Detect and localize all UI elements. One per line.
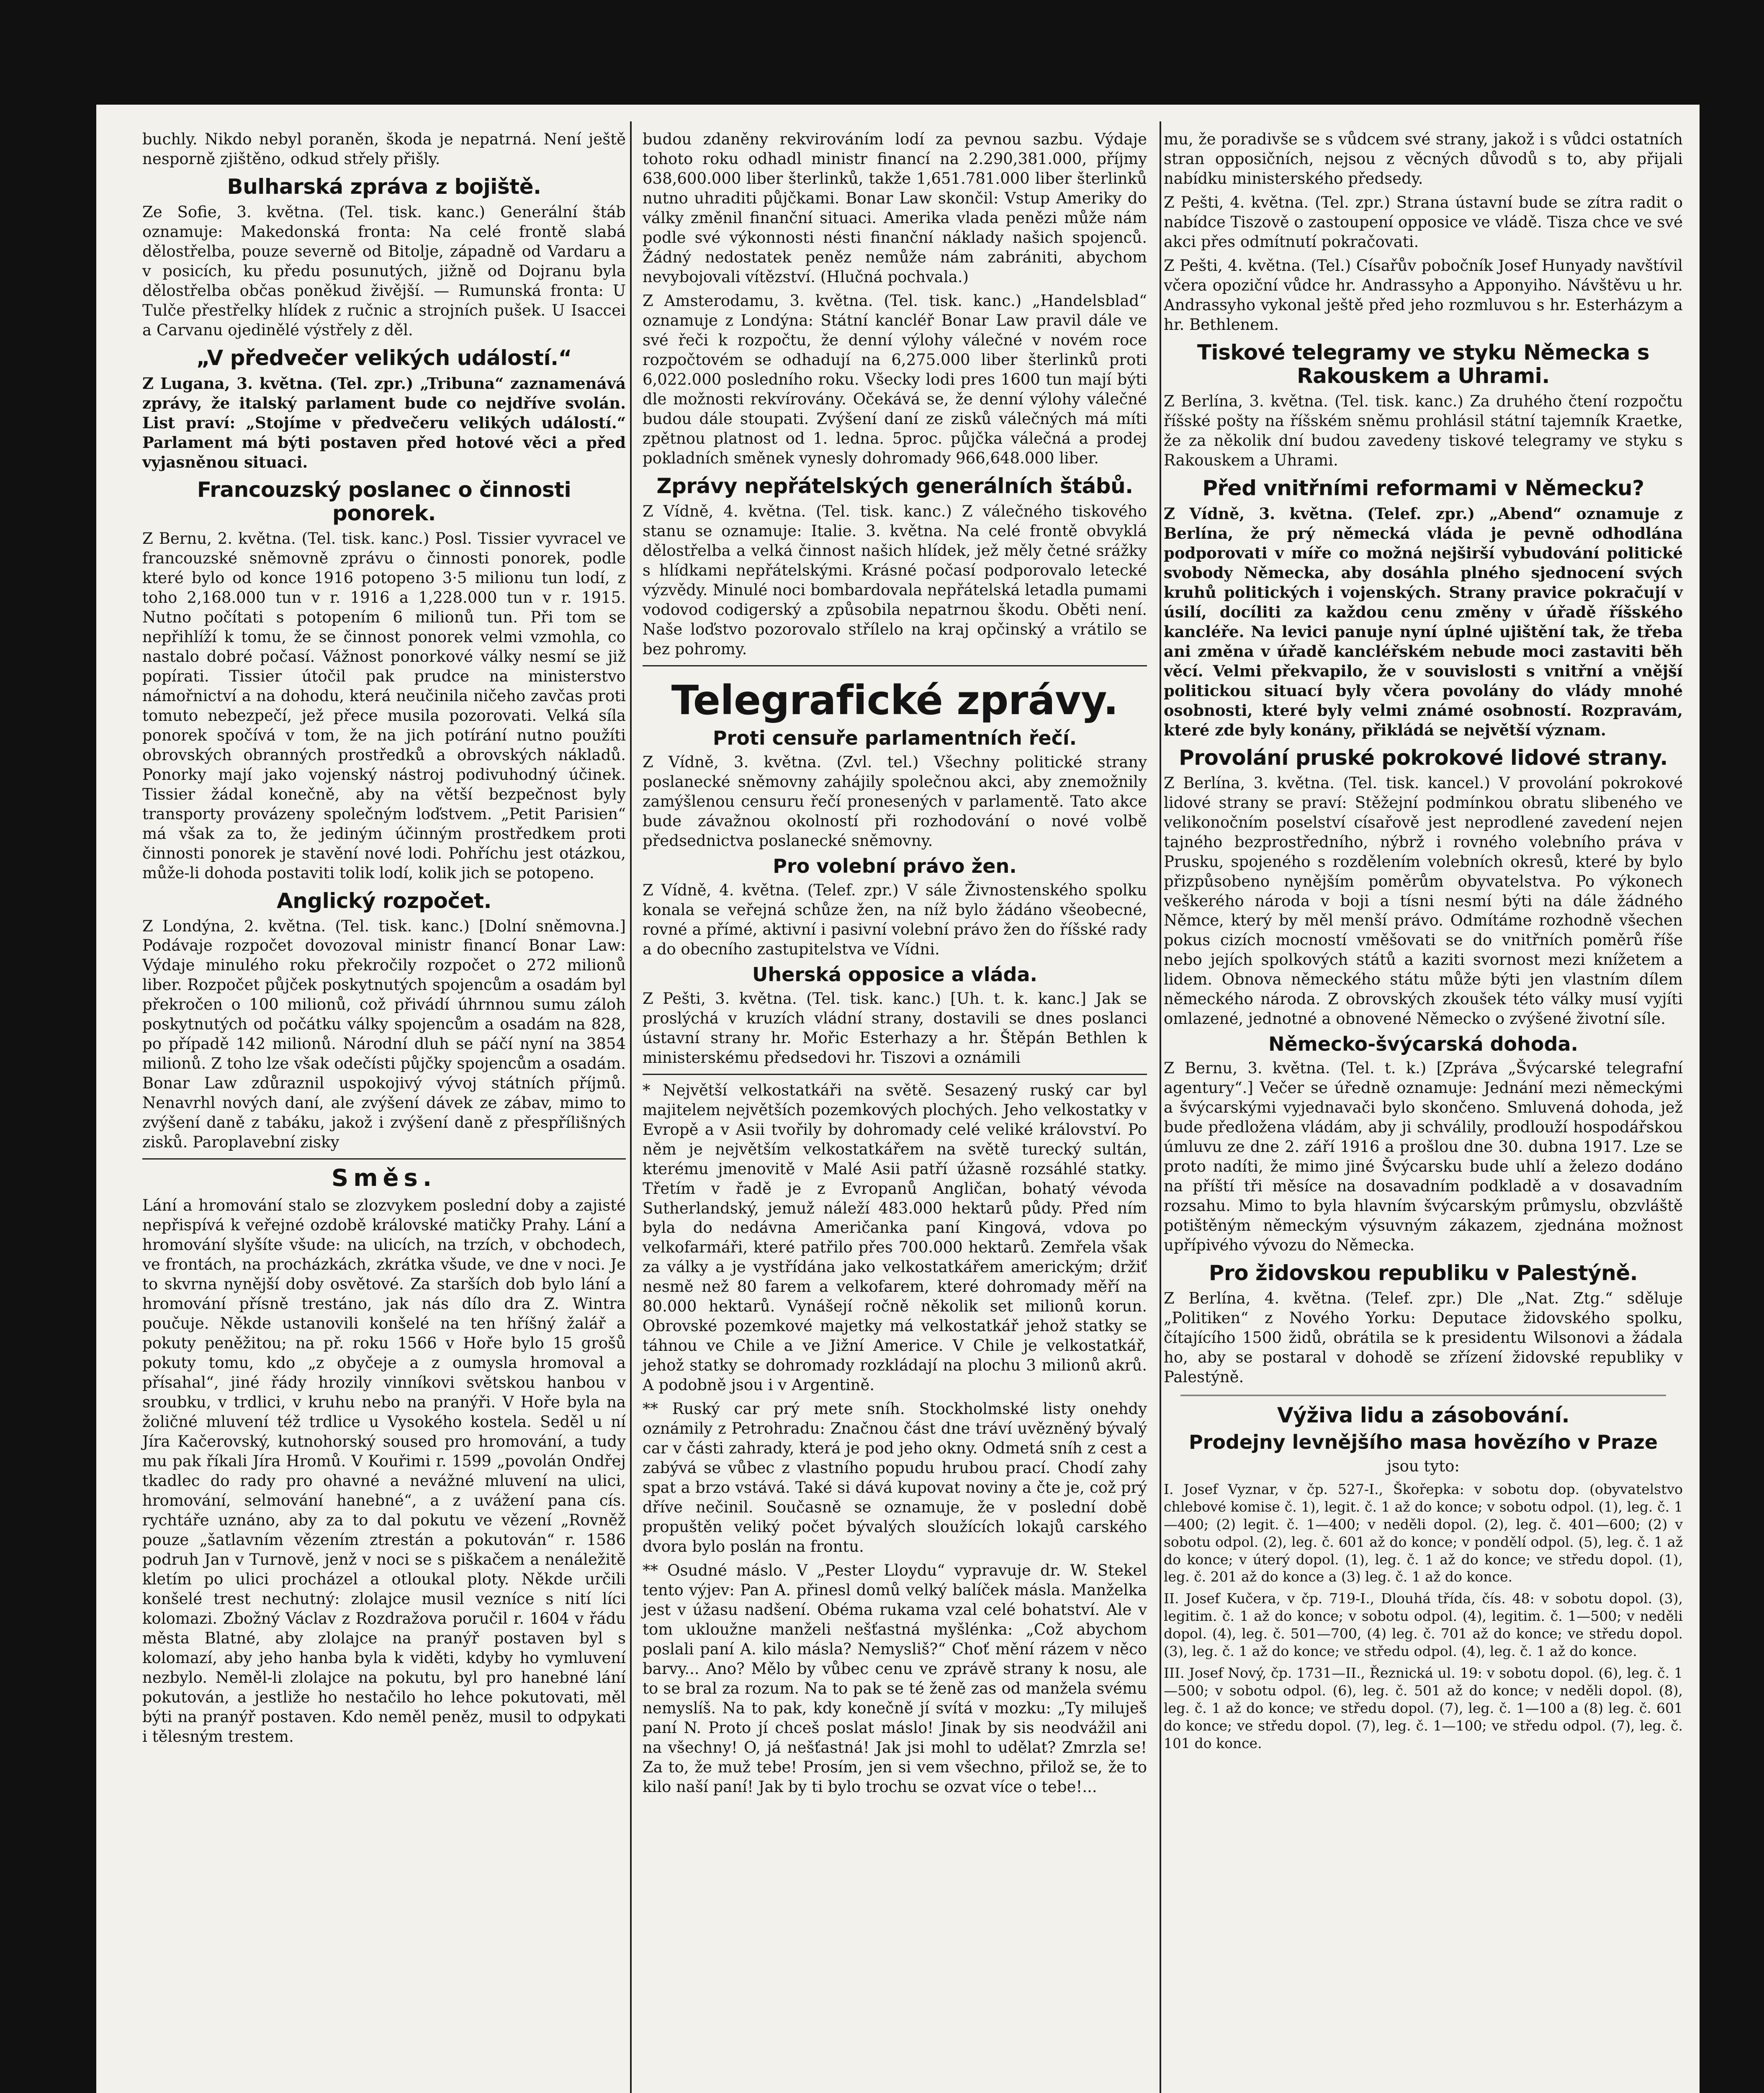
column-2 (634, 130, 1155, 2093)
article-text: Z Berlína, 3. května. (Tel. tisk. kanc.) Za druhého čtení rozpočtu říšské pošty na říšském sněmu prohlásil státní tajemník Kraetke, že za několik dní budou zavedeny tiskové telegramy ve styku s Rakouskem a Uhrami. (1164, 392, 1683, 469)
section-heading-smes: Směs. (331, 1165, 437, 1192)
headline: Provolání pruské pokrokové lidové strany. (1179, 745, 1668, 770)
article-text: * Největší velkostatkáři na světě. Sesazený ruský car byl majitelem největších pozemkových plochých. Jeho velkostatky v Evropě a v Asii tvořily by dohromady celé veliké království. Po něm je největším velkostatkářem na světě turecký sultán, kterému jmenovitě v Malé Asii patří úžasně rozsáhlé statky. Třetím v řadě je z Evropanů Angličan, bohatý vévoda Sutherlandský, jemuž náleží 483.000 hektarů půdy. Před ním byla do nedávna Američanka paní Kingová, vdova po velkofarmáři, které patřilo přes 700.000 hektarů. Zemřela však za války a je vystřídána jako velkostatkářem americkým; držiť nesmě než 80 farem a velkofarem, které dohromady měří na 80.000 hektarů. Vynášejí ročně několik set milionů korun. Obrovské pozemkové majetky má velkostatkář jehož statky se táhnou ve Chile a ve Jižní Americe. V Chile je velkostatkář, jehož statky se dohromady rozkládají na plochu 3 milionů akrů. A podobně jsou i v Argentině. (643, 1081, 1147, 1394)
section-rule (643, 665, 1147, 666)
article-text: ** Osudné máslo. V „Pester Lloydu“ vypravuje dr. W. Stekel tento výjev: Pan A. přinesl domů velký balíček másla. Manželka jest v úžasu nadšení. Obéma rukama vzal celé bohatství. Ale v tom ukloužne manželi nešťastná myšlénka: „Což abychom poslali paní A. kilo másla? Nemysliš?“ Choť mění rázem v něco barvy... Ano? Mělo by vůbec cenu ve zprávě strany k nosu, ale to se bral za rozum. Na to pak se té ženě zas od manžela svému nemyslíš. Na to pak, kdy konečně jí svítá v mozku: „Ty miluješ paní N. Proto jí chceš poslat máslo! Jinak by sis neodvážil ani na všechny! O, já nešťastná! Jak jsi mohl to udělat? Zmrzla se! Za to, že muž tebe! Prosím, jen si vem všechno, přilož se, že to kilo naší paní! Jak by ti bylo trochu se ozvat více o tebe!... (643, 1561, 1147, 1796)
headline: „V předvečer velikých událostí.“ (196, 345, 572, 370)
headline: Německo-švýcarská dohoda. (1268, 1033, 1578, 1056)
headline: Zprávy nepřátelských generálních štábů. (656, 473, 1133, 498)
article-text: Z Lugana, 3. května. (Tel. zpr.) „Tribuna“ zaznamenává zprávy, že italský parlament bude co nejdříve svolán. List praví: „Stojíme v předvečeru velikých událostí.“ Parlament má býti postaven před hotové věci a před vyjasněnou situaci. (142, 374, 626, 471)
headline: Bulharská zpráva z bojiště. (227, 174, 541, 199)
article-text: Z Amsterodamu, 3. května. (Tel. tisk. kanc.) „Handelsblad“ oznamuje z Londýna: Státní kancléř Bonar Law pravil dále ve své řeči k rozpočtu, že denní výlohy válečné v novém roce rozpočtovém se odhadují na 6,275.000 liber šterlinků proti 6,022.000 posledního roku. Všecky lodi pres 1600 tun mají býti dle možnosti rekvírovány. Očekává se, že denní výlohy válečné budou dále stoupati. Zvýšení daní ze zisků válečných má míti zpětnou platnost od 1. ledna. 5proc. půjčka válečná a prodej pokladních směnek vynesly dohromady 966,648.000 liber. (643, 291, 1147, 467)
section-heading-telegraficke: Telegrafické zprávy. (671, 676, 1119, 724)
article-text: Z Pešti, 3. května. (Tel. tisk. kanc.) [Uh. t. k. kanc.] Jak se proslýchá v kruzích vládní strany, dostavili se dnes poslanci ústavní strany hr. Mořic Esterhazy a hr. Štěpán Bethlen k ministerskému předsedovi hr. Tiszovi a oznámili (643, 989, 1147, 1067)
section-rule (1180, 1395, 1666, 1396)
section-rule (142, 1158, 626, 1160)
article-text: Z Pešti, 4. května. (Tel. zpr.) Strana ústavní bude se zítra radit o nabídce Tiszově o zastoupení opposice ve vládě. Tisza chce ve své akci přes odmítnutí pokračovati. (1164, 193, 1683, 251)
headline: Uherská opposice a vláda. (752, 963, 1037, 986)
headline: Tiskové telegramy ve styku Německa s Rakouskem a Uhrami. (1197, 340, 1650, 388)
headline: Pro židovskou republiku v Palestýně. (1209, 1261, 1638, 1286)
article-text: Z Berlína, 3. května. (Tel. tisk. kancel.) V provolání pokrokové lidové strany se praví: Stěžejní podmínkou obratu slibeného ve velikonočním poselství císařově jest neprodlené zavedení nejen tajného bezprostředního, nýbrž i rovného volebního práva v Prusku, spojeného s rozdělením volebních okresů, které by bylo přizpůsobeno nynějším poměrům obyvatelstva. Po výkonech veškerého národa v boji a tísni nesmí býti na dále žádného Němce, který by měl menší právo. Odmítáme rozhodně všechen pokus cizích mocností vměšovati se do vnitřních poměrů říše nebo jejích spolkových států a kaziti svornost mezi knížetem a lidem. Obnova německého státu může býti jen vlastním dílem německého národa. Z obrovských zkoušek této války musí vyjíti omlazené, jednotné a obnovené Německo o zvýšené životní síle. (1164, 774, 1683, 1028)
article-text: Z Londýna, 2. května. (Tel. tisk. kanc.) [Dolní sněmovna.] Podávaje rozpočet dovozoval ministr financí Bonar Law: Výdaje minulého roku překročily rozpočet o 272 milionů liber. Rozpočet půjček poskytnutých spojencům a osadám byl překročen o 100 milionů, což přivádí úhrnnou sumu záloh poskytnutých od počátku války spojencům a osadám na 828, po případě 142 milionů. Národní dluh se páčí nyní na 3854 milionů. Z toho lze však odečísti půjčky spojencům a osadám. Bonar Law zdůraznil uspokojivý vývoj státních příjmů. Nenavrhl nových daní, ale zvýšení dávek ze zábav, mimo to zvýšení daně z tabáku, jakož i zvýšení daně z přespřílišných zisků. Paroplavební zisky (142, 917, 626, 1152)
article-text: Z Pešti, 4. května. (Tel.) Císařův pobočník Josef Hunyady navštívil včera opoziční vůdce hr. Andrassyho a Apponyiho. Návštěvu u hr. Andrassyho vykonal ještě před jeho rozmluvou s hr. Esterházym a hr. Bethlenem. (1164, 256, 1683, 334)
article-text: Z Bernu, 3. května. (Tel. t. k.) [Zpráva „Švýcarské telegrafní agentury“.] Večer se úředně oznamuje: Jednání mezi německými a švýcarskými vyjednavači bylo skončeno. Smluvená dohoda, jež bude předložena vládám, aby ji schválily, prodlouží hospodářskou úmluvu ze dne 2. září 1916 a prošlou dne 30. dubna 1917. Lze se proto nadíti, že mimo jiné Švýcarsku bude uhlí a železo dodáno na příští tři měsíce na dosavadním podkladě a v dosavadním rozsahu. Mimo to byla hlavním švýcarským průmyslu, obzvláště potištěným německým výsuvným zákazem, zjednána možnost upřípivého vývozu do Německa. (1164, 1059, 1683, 1255)
newspaper-page (96, 105, 1700, 2093)
column-3 (1164, 130, 1691, 2093)
article-text: Ze Sofie, 3. května. (Tel. tisk. kanc.) Generální štáb oznamuje: Makedonská fronta: Na celé frontě slabá dělostřelba, pouze severně od Bitolje, západně od Vardaru a v posicích, ku předu posunutých, jižně od Dojranu byla dělostřelba občas poněkud živější. — Rumunská fronta: U Tulče přestřelky hlídek z ručnic a strojních pušek. U Isaccei a Carvanu ojedinělé výstřely z děl. (142, 203, 626, 339)
headline: Francouzský poslanec o činnosti ponorek. (197, 477, 571, 525)
headline: Před vnitřními reformami v Německu? (1202, 476, 1644, 500)
section-heading-vyziva: Výživa lidu a zásobování. (1277, 1403, 1570, 1428)
article-text: budou zdaněny rekvirováním lodí za pevnou sazbu. Výdaje tohoto roku odhadl ministr financí na 2.290,381.000, příjmy 638,600.000 liber šterlinků, takže 1,651.781.000 liber šterlinků nutno uhraditi půjčkami. Bonar Law skončil: Vstup Ameriky do války změnil finanční situaci. Amerika vlada penězi může nám podle své výkonnosti nésti finanční náklady našich spojenců. Žádný nedostatek peněz nemůže nám zabrániti, abychom nevybojovali vítězství. (Hlučná pochvala.) (643, 130, 1147, 286)
article-text: III. Josef Nový, čp. 1731—II., Řeznická ul. 19: v sobotu dopol. (6), leg. č. 1—500; v sobotu odpol. (6), leg. č. 501 až do konce; v neděli dopol. (8), leg. č. 1 až do konce; ve středu dopol. (7), leg. č. 1—100 a (8) leg. č. 601 do konce; ve středu dopol. (7), leg. č. 1—100; ve středu odpol. (7), leg. č. 101 do konce. (1164, 1664, 1683, 1751)
article-text: Z Vídně, 3. května. (Zvl. tel.) Všechny politické strany poslanecké sněmovny zahájily společnou akci, aby znemožnily zamýšlenou censuru řečí pronesených v parlamentě. Tato akce bude závažnou okolností při rozhodování o nové volbě předsednictva poslanecké sněmovny. (643, 753, 1147, 850)
column-rule (1160, 121, 1161, 2093)
article-text: Z Vídně, 4. května. (Telef. zpr.) V sále Živnostenského spolku konala se veřejná schůze žen, na níž bylo žádáno všeobecné, rovné a přímé, aktivní i pasivní volební právo žen do říšské rady a do obecního zastupitelstva ve Vídni. (643, 881, 1147, 958)
article-text: II. Josef Kučera, v čp. 719-I., Dlouhá třída, čís. 48: v sobotu dopol. (3), legitim. č. 1 až do konce; v sobotu odpol. (4), legitim. č. 1—500; v neděli dopol. (4), leg. č. 501—700, (4) leg. č. 701 až do konce; ve středu dopol. (3), leg. č. 1 až do konce; ve středu odpol. (4), leg. č. 1 až do konce. (1164, 1590, 1683, 1660)
headline: Proti censuře parlamentních řečí. (712, 727, 1077, 750)
headline: Pro volební právo žen. (773, 854, 1017, 877)
article-text: Z Vídně, 3. května. (Telef. zpr.) „Abend“ oznamuje z Berlína, že prý německá vláda je pevně odhodlána podporovati v míře co možná nejširší vybudování politické svobody Německa, aby dosáhla plného sjednocení svých kruhů politických i vojenských. Strany pravice pokračují v úsilí, docíliti za každou cenu změny v úřadě říšského kancléře. Na levici panuje nyní úplné ujištění tak, že třeba ani změna v úřadě kancléřském nebude moci zastaviti běh věcí. Velmi překvapilo, že v souvislosti s vnitřní a vnější politickou situací byly včera povolány do vlády mnohé osobnosti, které byly velmi známé osobností. Rozpravám, které zde byly konány, přikládá se největší význam. (1164, 504, 1683, 739)
article-text: buchly. Nikdo nebyl poraněn, škoda je nepatrná. Není ještě nesporně zjištěno, odkud střely přišly. (142, 130, 626, 168)
section-rule (643, 1074, 1147, 1075)
headline: Anglický rozpočet. (277, 888, 491, 913)
article-text: Lání a hromování stalo se zlozvykem poslední doby a zajisté nepřispívá k veřejné ozdobě královské matičky Prahy. Lání a hromování slyšíte všude: na ulicích, na trzích, v obchodech, ve frontách, na procházkách, zkrátka všude, ve dne v noci. Je to skvrna nynější doby osvětové. Za starších dob bylo lání a hromování přísně trestáno, jak nás dílo dra Z. Wintra poučuje. Někde ustanovili konšelé na ten hříšný žalář a pokuty peněžitou; na př. roku 1566 v Hoře bylo 15 grošů pokuty tomu, kdo „z obyčeje a z oumysla hromoval a přísahal“, jiné řády hrozily vinníkovi světskou hanbou v sroubku, v trdlici, v kruhu nebo na pranýři. V Hoře byla na žoličné mluvení též trdlice u Vysokého kostela. Seděl u ní Jíra Kačerovský, kutnohorský soused pro hromování, a tudy mu pak říkali Jíra Hromů. V Kouřimi r. 1599 „povolán Ondřej tkadlec do rady pro ohavné a nevážné mluvení na ulici, hromování, selmování hanebné“, a z uvážení pana cís. rychtáře uznáno, aby za to dal pokutu ve vězení „Rovněž pouze „šatlavním vězením ztrestán a pokutován“ r. 1586 podruh Jan v Turnově, jenž v noci se s piškačem a nenáležitě kletím po ulici procházel a otloukal ploty. Někde určili konšelé trest nechutný: zlolajce musil vezníce s nití líci kolomazi. Zbožný Václav z Rozdražova poručil r. 1604 v řádu města Blatné, aby zlolajce na pranýř postaven byl s kolomazí, aby jeho hanba byla k viděti, kdyby ho vymluvení nezbylo. Neměl-li zlolajce na pokutu, byl pro hanebné lání pokutován, a jestliže ho nestačilo ho lehce pokutovati, měl býti na pranýř postaven. Kdo neměl peněz, musil to odpykati i tělesným trestem. (142, 1196, 626, 1746)
column-1 (96, 130, 626, 2093)
article-text: Z Bernu, 2. května. (Tel. tisk. kanc.) Posl. Tissier vyvracel ve francouzské sněmovně zprávu o činnosti ponorek, podle které bylo od konce 1916 potopeno 3·5 milionu tun lodí, z toho 2,168.000 tun v r. 1916 a 1,228.000 tun v r. 1915. Nutno počítati s potopením 6 milionů tun. Při tom se nepřihlíží k tomu, že se činnost ponorek velmi vzmohla, co nastalo dobré počasí. Vážnost ponorkové války nesmí se již popírati. Tissier útočil pak prudce na ministerstvo námořnictví a na dohodu, která neučinila ničeho zavčas proti tomuto nebezpečí, jež přece musila pozorovati. Velká síla ponorek spočívá v tom, že na jich potírání nutno použíti obrovských obranných prostředků a obrovských nákladů. Ponorky mají jako vojenský nástroj podivuhodný účinek. Tissier žádal konečně, aby na větší bezpečnost byly transporty provázeny společným loďstvem. „Petit Parisien“ má však za to, že jediným účinným prostředkem proti činnosti ponorek je stavění nové lodi. Pohříchu jest otázkou, může-li dohoda postaviti tolik lodí, kolik jich se potopeno. (142, 529, 626, 882)
article-text: ** Ruský car prý mete sníh. Stockholmské listy onehdy oznámily z Petrohradu: Značnou část dne tráví uvězněný bývalý car v části zahrady, která je pod jeho okny. Odmetá sníh z cest a zabývá se vůbec z vlastního popudu hrubou prací. Chodí zahy spat a brzo vstává. Také si dává kupovat noviny a čte je, což prý dříve nečinil. Současně se oznamuje, že v poslední době propuštěn veliký počet bývalých sloužících lokajů carského dvora bylo poslán na frontu. (643, 1400, 1147, 1556)
article-text: I. Josef Vyznar, v čp. 527-I., Škořepka: v sobotu dop. (obyvatelstvo chlebové komise č. 1), legit. č. 1 až do konce; v sobotu odpol. (1), leg. č. 1—400; (2) legit. č. 1—400; v neděli dopol. (2), leg. č. 401—600; (2) v sobotu odpol. (2), leg. č. 601 až do konce; v pondělí odpol. (5), leg. č. 1 až do konce; v úterý dopol. (1), leg. č. 1 až do konce; ve středu dopol. (1), leg. č. 201 až do konce a (3) leg. č. 1 až do konce. (1164, 1481, 1683, 1585)
column-rule (630, 121, 632, 2093)
article-text: jsou tyto: (1387, 1457, 1460, 1475)
article-text: Z Vídně, 4. května. (Tel. tisk. kanc.) Z válečného tiskového stanu se oznamuje: Italie. 3. května. Na celé frontě obvyklá dělostřelba a velká činnost našich hlídek, jež měly četné srážky s hlídkami nepřátelskými. Krásné počasí podporovalo letecké výzvědy. Minulé noci bombardovala nepřátelská letadla pumami vodovod codigerský a způsobila nepatrnou škodu. Oběti není. Naše loďstvo pozorovalo střílelo na kraj opčinský a vrátilo se bez pohromy. (643, 502, 1147, 658)
article-text: mu, že poradivše se s vůdcem své strany, jakož i s vůdci ostatních stran opposičních, nejsou z věcných důvodů s to, aby přijali nabídku ministerského předsedy. (1164, 130, 1683, 188)
article-text: Z Berlína, 4. května. (Telef. zpr.) Dle „Nat. Ztg.“ sděluje „Politiken“ z Nového Yorku: Deputace židovského spolku, čítajícího 1500 židů, obrátila se k presidentu Wilsonovi a žádala ho, aby se postaral v dohodě se zřízení židovské republiky v Palestýně. (1164, 1289, 1683, 1386)
headline: Prodejny levnějšího masa hovězího v Praze (1188, 1431, 1658, 1454)
